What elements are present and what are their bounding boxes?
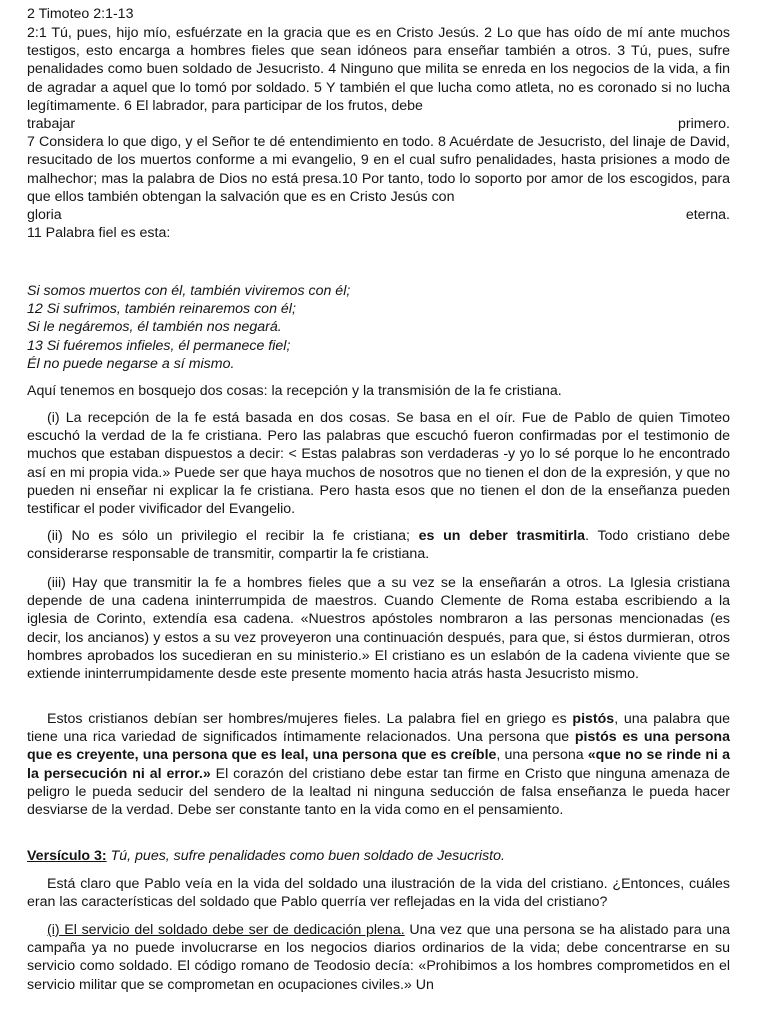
paragraph-service: (i) El servicio del soldado debe ser de dedicación plena. Una vez que una persona se ha alistado para una campaña ya no puede involucrarse en los negocios diarios ordinarios de la vida; debe concentrarse en su servicio como soldado. El código romano de Teodosio decía: «Prohibimos a los hombres comprometidos en el servicio militar que se comprometan en ocupaciones civiles.» Un — [27, 922, 730, 993]
bold-emphasis: pistós — [572, 711, 615, 727]
underlined-point: (i) El servicio del soldado debe ser de dedicación plena. — [47, 922, 405, 938]
verse-text: Tú, pues, sufre penalidades como buen soldado de Jesucristo. — [106, 848, 505, 864]
scripture-justified-line: trabajar primero. — [27, 116, 730, 133]
verse-3-heading — [27, 847, 730, 865]
bold-emphasis: «que no se rinde ni a la persecución ni al error.» — [27, 747, 731, 782]
scripture-heading — [27, 5, 730, 23]
paragraph-reception: (i) La recepción de la fe está basada en dos cosas. Se basa en el oír. Fue de Pablo de quien Timoteo escuchó la verdad de la fe cristiana. Pero las palabras que escuchó fueron confirmadas por el testimonio de muchos que estaban dispuestos a decir: < Estas palabras son verdaderas -y yo lo sé porque lo he encontrado así en mi propia vida.» Puede ser que haya muchos de nosotros que no tienen el don de la expresión, y que no pueden ni enseñar ni explicar la fe cristiana. Pero hasta esos que no tienen el don de la enseñanza pueden testificar el poder vivificador del Evangelio. — [27, 410, 730, 518]
intro-paragraph: Aquí tenemos en bosquejo dos cosas: la recepción y la transmisión de la fe cristiana. — [27, 383, 562, 399]
poem-line: Si le negáremos, él también nos negará. — [27, 319, 282, 336]
heading-text: 2 Timoteo 2:1-13 — [27, 6, 134, 22]
scripture-justified-line: gloria eterna. — [27, 207, 730, 224]
poem-line: 13 Si fuéremos infieles, él permanece fiel; — [27, 337, 291, 354]
poem-line: 12 Si sufrimos, también reinaremos con él; — [27, 301, 296, 318]
scripture-text: 11 Palabra fiel es esta: — [27, 225, 171, 242]
poem-block — [27, 282, 730, 373]
paragraph-faithful: Estos cristianos debían ser hombres/mujeres fieles. La palabra fiel en griego es pistós, una palabra que tiene una rica variedad de significados íntimamente relacionados. Una persona que pistós es una persona que es creyente, una persona que es leal, una persona que es creíble, una persona «que no se rinde ni a la persecución ni al error.» El corazón del cristiano debe estar tan firme en Cristo que ninguna amenaza de peligro le pueda seducir del sendero de la lealtad ni ninguna seducción de falsa enseñanza le pueda hacer desviarse de la verdad. Debe ser constante tanto en la vida como en el pensamiento. — [27, 711, 731, 819]
paragraph-soldier: Está claro que Pablo veía en la vida del soldado una ilustración de la vida del cristiano. ¿Entonces, cuáles eran las características del soldado que Pablo querría ver reflejadas en la vida del cristiano? — [27, 876, 730, 911]
poem-line: Él no puede negarse a sí mismo. — [27, 355, 235, 372]
bold-emphasis: pistós es una persona que es creyente, una persona que es leal, una persona que es creíble — [27, 729, 730, 764]
paragraph-duty: (ii) No es sólo un privilegio el recibir la fe cristiana; es un deber trasmitirla. Todo cristiano debe considerarse responsable de transmitir, compartir la fe cristiana. — [27, 528, 730, 563]
scripture-paragraph-1 — [27, 24, 730, 242]
bold-emphasis: es un deber trasmitirla — [418, 528, 586, 544]
scripture-text: 2:1 Tú, pues, hijo mío, esfuérzate en la gracia que es en Cristo Jesús. 2 Lo que has oído de mí ante muchos testigos, esto encarga a hombres fieles que sean idóneos para enseñar también a otros. 3 Tú, pues, sufre penalidades como buen soldado de Jesucristo. 4 Ninguno que milita se enreda en los negocios de la vida, a fin de agradar a aquel que lo tomó por soldado. 5 Y también el que lucha como atleta, no es coronado si no lucha legítimamente. 6 El labrador, para participar de los frutos, debe — [27, 25, 730, 114]
paragraph-transmission: (iii) Hay que transmitir la fe a hombres fieles que a su vez se la enseñarán a otros. La Iglesia cristiana depende de una cadena ininterrumpida de maestros. Cuando Clemente de Roma estaba escribiendo a la iglesia de Corinto, extendía esa cadena. «Nuestros apóstoles nombraron a las personas mencionadas (es decir, los ancianos) y estos a su vez proveyeron una continuación después, para que, si éstos durmieran, otros hombres aprobados los sucedieran en su ministerio.» El cristiano es un eslabón de la cadena viviente que se extiende ininterrumpidamente desde este presente momento hacia atrás hasta Jesucristo mismo. — [27, 575, 730, 683]
verse-label: Versículo 3: — [27, 848, 107, 864]
scripture-text: 7 Considera lo que digo, y el Señor te dé entendimiento en todo. 8 Acuérdate de Jesucristo, del linaje de David, resucitado de los muertos conforme a mi evangelio, 9 en el cual sufro penalidades, hasta prisiones a modo de malhechor; mas la palabra de Dios no está presa.10 Por tanto, todo lo soporto por amor de los escogidos, para que ellos también obtengan la salvación que es en Cristo Jesús con — [27, 134, 730, 205]
poem-line: Si somos muertos con él, también viviremos con él; — [27, 283, 351, 299]
